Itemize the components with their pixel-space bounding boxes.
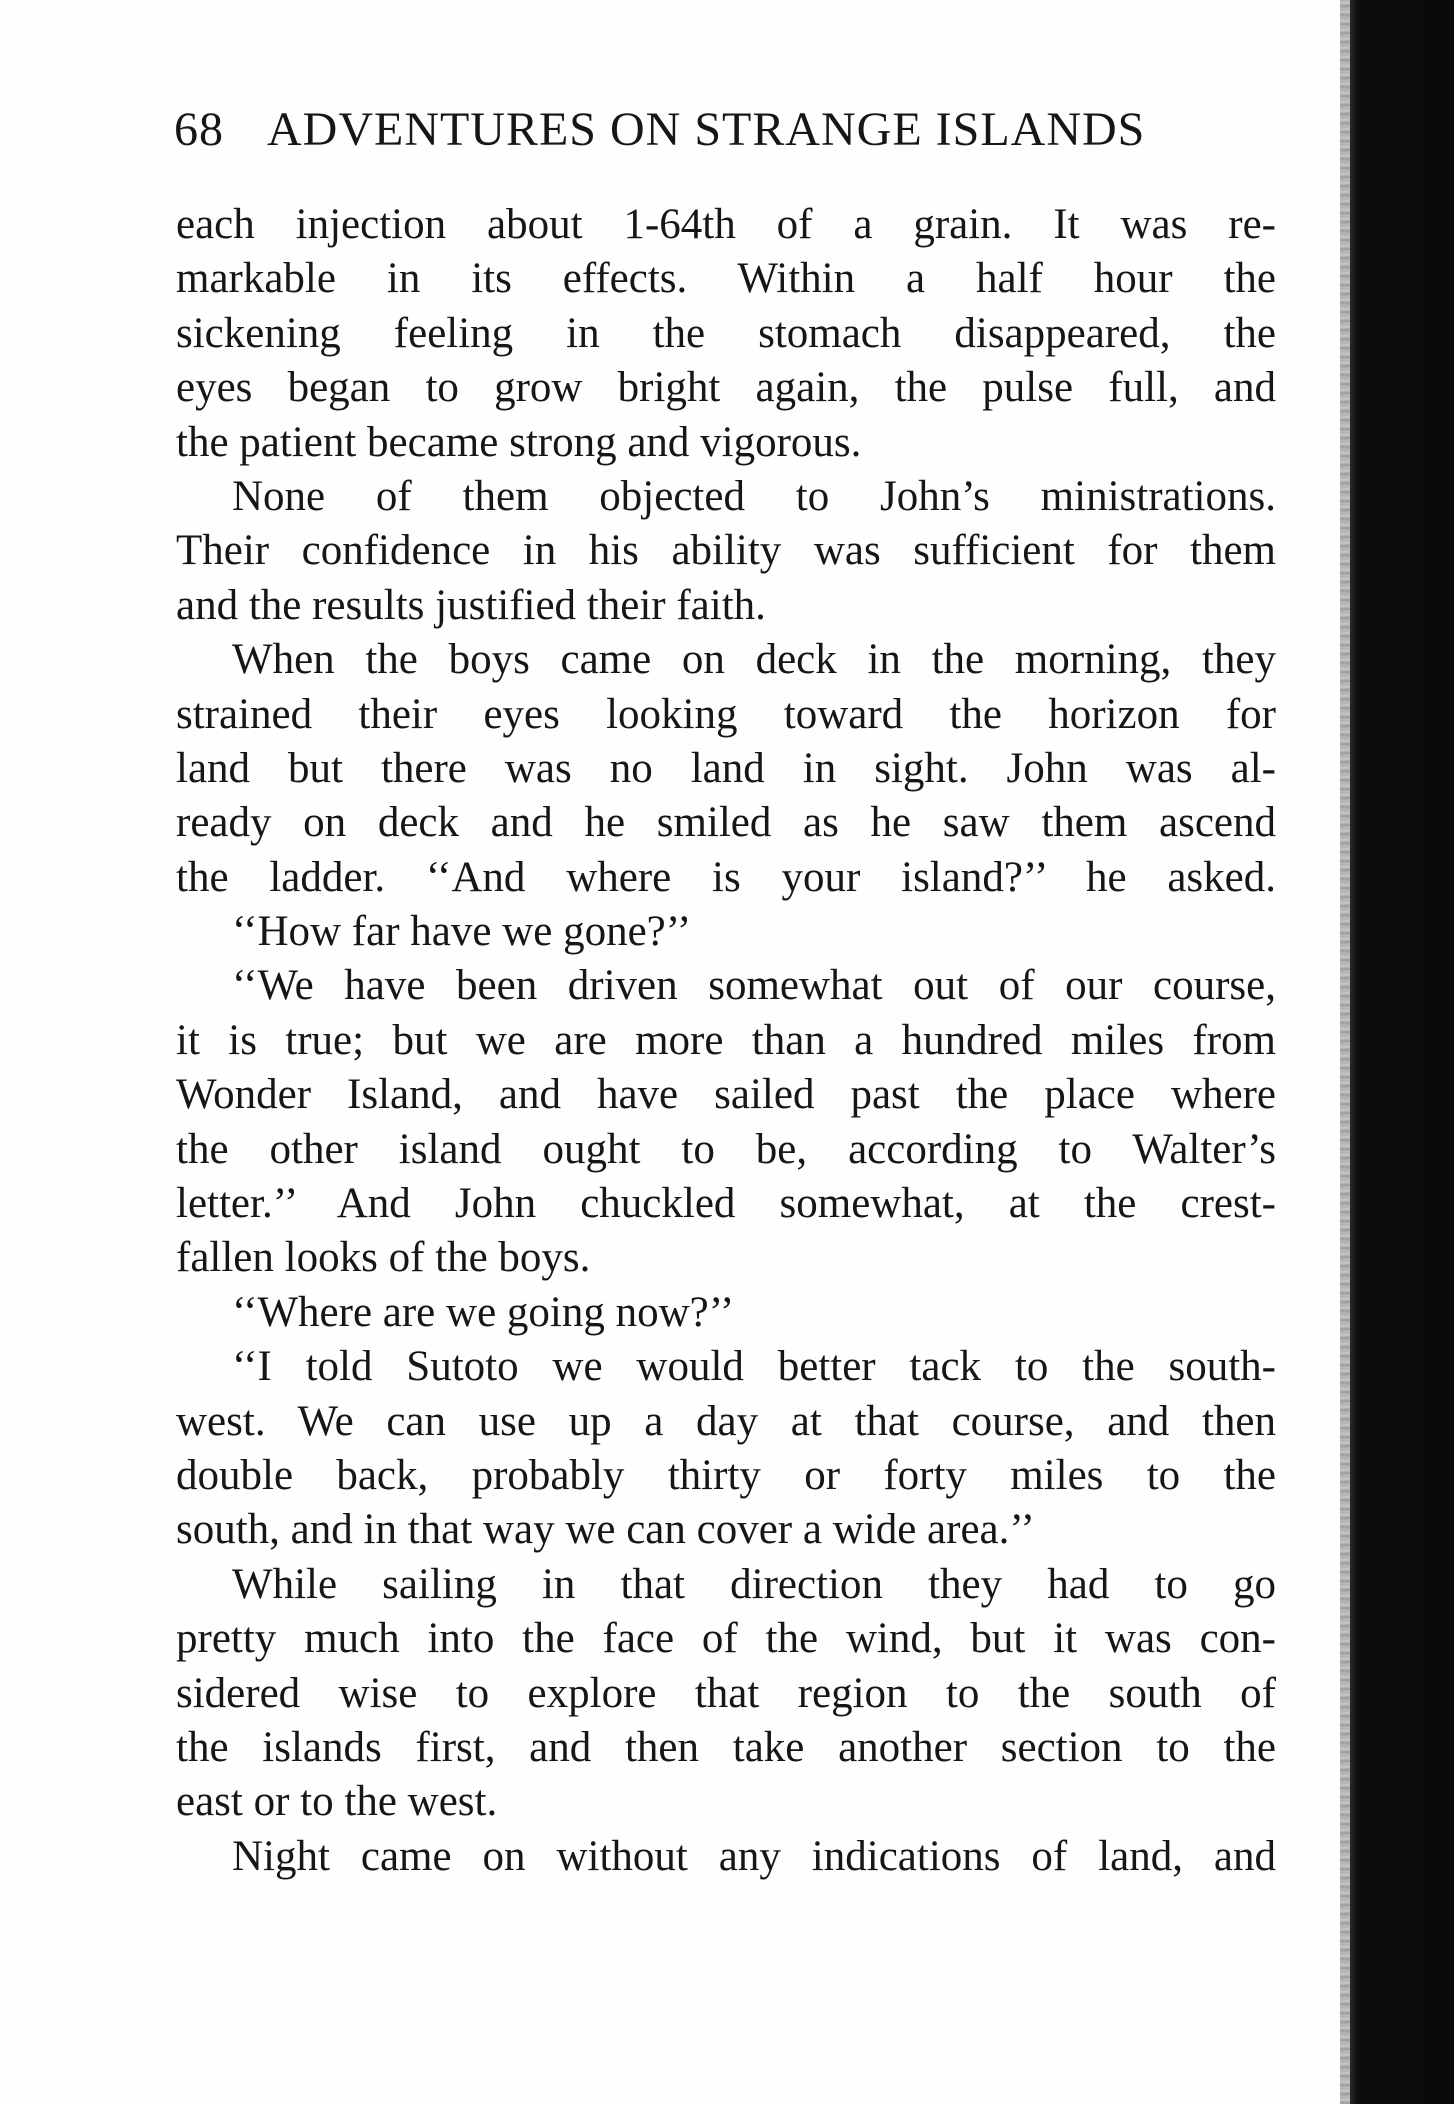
- text-line: fallen looks of the boys.: [176, 1234, 591, 1282]
- text-line: the islands first, and then take another section to the: [176, 1723, 1276, 1771]
- text-line: double back, probably thirty or forty miles to the: [176, 1451, 1276, 1499]
- text-line: ‘‘We have been driven somewhat out of our course,: [232, 962, 1276, 1010]
- text-line: While sailing in that direction they had to go: [232, 1560, 1276, 1608]
- page-number: 68: [174, 103, 224, 156]
- text-line: the other island ought to be, according to Walter’s: [176, 1125, 1276, 1173]
- text-line: ‘‘Where are we going now?’’: [232, 1288, 735, 1336]
- text-line: markable in its effects. Within a half hour the: [176, 255, 1276, 303]
- text-line: eyes began to grow bright again, the pulse full, and: [176, 364, 1276, 412]
- text-line: None of them objected to John’s ministrations.: [232, 472, 1276, 520]
- running-title: ADVENTURES ON STRANGE ISLANDS: [267, 103, 1146, 156]
- text-line: the patient became strong and vigorous.: [176, 418, 862, 466]
- text-line: pretty much into the face of the wind, but it was con-: [176, 1615, 1276, 1663]
- text-line: ready on deck and he smiled as he saw them ascend: [176, 799, 1276, 847]
- body-text: [176, 198, 1276, 1884]
- text-line: it is true; but we are more than a hundred miles from: [176, 1016, 1276, 1064]
- text-line: east or to the west.: [176, 1778, 498, 1826]
- text-line: the ladder. ‘‘And where is your island?’’ he asked.: [176, 853, 1276, 901]
- text-line: strained their eyes looking toward the horizon for: [176, 690, 1276, 738]
- text-line: Their confidence in his ability was sufficient for them: [176, 527, 1276, 575]
- text-line: letter.’’ And John chuckled somewhat, at the crest-: [176, 1180, 1276, 1228]
- text-line: south, and in that way we can cover a wide area.’’: [176, 1506, 1035, 1554]
- text-line: Wonder Island, and have sailed past the place where: [176, 1071, 1276, 1119]
- text-line: Night came on without any indications of land, and: [232, 1832, 1276, 1880]
- text-line: When the boys came on deck in the morning, they: [232, 636, 1276, 684]
- text-line: land but there was no land in sight. John was al-: [176, 744, 1276, 792]
- scan-border: [1350, 0, 1454, 2104]
- page-header: [174, 102, 1228, 162]
- text-line: and the results justified their faith.: [176, 581, 766, 629]
- text-line: sickening feeling in the stomach disappeared, the: [176, 309, 1276, 357]
- text-line: west. We can use up a day at that course, and then: [176, 1397, 1276, 1445]
- text-line: sidered wise to explore that region to the south of: [176, 1669, 1276, 1717]
- text-line: ‘‘How far have we gone?’’: [232, 908, 692, 956]
- text-line: ‘‘I told Sutoto we would better tack to the south-: [232, 1343, 1276, 1391]
- text-line: each injection about 1-64th of a grain. It was re-: [176, 201, 1276, 248]
